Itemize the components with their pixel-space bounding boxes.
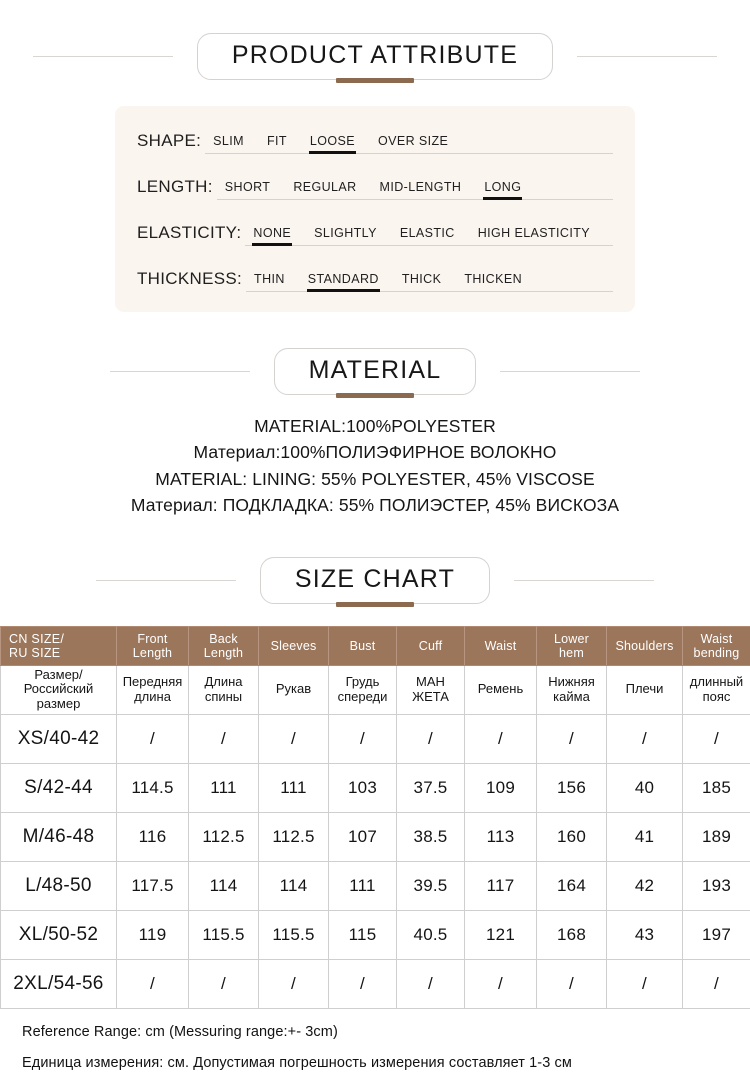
- attribute-row-thickness: [137, 260, 613, 292]
- attribute-panel: [115, 106, 635, 312]
- attribute-option-thin[interactable]: THIN: [246, 272, 293, 288]
- column-header-ru: Передняя длина: [117, 665, 189, 714]
- measurement-cell: /: [683, 959, 750, 1008]
- measurement-cell: 103: [329, 763, 397, 812]
- measurement-cell: 111: [329, 861, 397, 910]
- table-row: [1, 812, 750, 861]
- measurement-cell: /: [397, 714, 465, 763]
- size-label-cell: L/48-50: [1, 861, 117, 910]
- header-rule-right: [577, 56, 717, 57]
- measurement-cell: /: [465, 959, 537, 1008]
- size-chart-title: SIZE CHART: [260, 557, 490, 604]
- attribute-option-mid-length[interactable]: MID-LENGTH: [372, 180, 470, 196]
- reference-range-note-ru: Единица измерения: см. Допустимая погрешность измерения составляет 1-3 см: [22, 1054, 750, 1072]
- measurement-cell: 116: [117, 812, 189, 861]
- measurement-cell: 114: [259, 861, 329, 910]
- attribute-label: ELASTICITY:: [137, 223, 241, 246]
- attribute-option-elastic[interactable]: ELASTIC: [392, 226, 463, 242]
- column-header-ru: Ремень: [465, 665, 537, 714]
- column-header-en: Waist: [465, 626, 537, 665]
- measurement-notes: [0, 1023, 750, 1072]
- measurement-cell: /: [329, 959, 397, 1008]
- size-chart-table: [0, 626, 750, 1009]
- column-header-en: Sleeves: [259, 626, 329, 665]
- measurement-cell: /: [329, 714, 397, 763]
- measurement-cell: 109: [465, 763, 537, 812]
- material-title: MATERIAL: [274, 348, 477, 395]
- header-rule-right: [500, 371, 640, 372]
- table-row: [1, 714, 750, 763]
- column-header-en: CN SIZE/ RU SIZE: [1, 626, 117, 665]
- measurement-cell: 115: [329, 910, 397, 959]
- measurement-cell: 114.5: [117, 763, 189, 812]
- measurement-cell: 115.5: [259, 910, 329, 959]
- measurement-cell: /: [189, 959, 259, 1008]
- attribute-option-fit[interactable]: FIT: [259, 134, 295, 150]
- header-rule-left: [110, 371, 250, 372]
- header-rule-left: [96, 580, 236, 581]
- measurement-cell: /: [537, 959, 607, 1008]
- table-row: [1, 861, 750, 910]
- attribute-option-slightly[interactable]: SLIGHTLY: [306, 226, 385, 242]
- measurement-cell: /: [259, 714, 329, 763]
- column-header-en: Front Length: [117, 626, 189, 665]
- attribute-option-thick[interactable]: THICK: [394, 272, 450, 288]
- size-label-cell: XS/40-42: [1, 714, 117, 763]
- material-line: Материал:100%ПОЛИЭФИРНОЕ ВОЛОКНО: [0, 439, 750, 466]
- header-rule-left: [33, 56, 173, 57]
- measurement-cell: 43: [607, 910, 683, 959]
- measurement-cell: /: [683, 714, 750, 763]
- table-header-row-ru: [1, 665, 750, 714]
- measurement-cell: 117.5: [117, 861, 189, 910]
- measurement-cell: /: [397, 959, 465, 1008]
- title-accent-bar: [336, 393, 414, 398]
- attribute-options: [245, 226, 613, 246]
- reference-range-note-en: Reference Range: cm (Messuring range:+- 3cm): [22, 1023, 750, 1041]
- measurement-cell: 112.5: [259, 812, 329, 861]
- measurement-cell: 197: [683, 910, 750, 959]
- measurement-cell: 121: [465, 910, 537, 959]
- table-row: [1, 959, 750, 1008]
- attribute-options: [246, 272, 613, 292]
- attribute-label: SHAPE:: [137, 131, 201, 154]
- material-text-block: [0, 413, 750, 519]
- table-row: [1, 910, 750, 959]
- column-header-ru: МАН ЖЕТА: [397, 665, 465, 714]
- attribute-option-thicken[interactable]: THICKEN: [456, 272, 530, 288]
- measurement-cell: 42: [607, 861, 683, 910]
- measurement-cell: 38.5: [397, 812, 465, 861]
- attribute-label: LENGTH:: [137, 177, 213, 200]
- attribute-row-shape: [137, 122, 613, 154]
- measurement-cell: 119: [117, 910, 189, 959]
- measurement-cell: /: [117, 714, 189, 763]
- column-header-en: Back Length: [189, 626, 259, 665]
- measurement-cell: /: [465, 714, 537, 763]
- attribute-option-high-elasticity[interactable]: HIGH ELASTICITY: [470, 226, 598, 242]
- measurement-cell: 39.5: [397, 861, 465, 910]
- measurement-cell: 185: [683, 763, 750, 812]
- table-row: [1, 763, 750, 812]
- product-attribute-title: PRODUCT ATTRIBUTE: [197, 33, 553, 80]
- column-header-en: Waist bending: [683, 626, 750, 665]
- attribute-option-none[interactable]: NONE: [245, 226, 299, 242]
- measurement-cell: 160: [537, 812, 607, 861]
- column-header-ru: Рукав: [259, 665, 329, 714]
- title-accent-bar: [336, 78, 414, 83]
- column-header-ru: Длина спины: [189, 665, 259, 714]
- measurement-cell: 168: [537, 910, 607, 959]
- column-header-en: Shoulders: [607, 626, 683, 665]
- measurement-cell: /: [259, 959, 329, 1008]
- measurement-cell: /: [537, 714, 607, 763]
- attribute-options: [205, 134, 613, 154]
- material-line: MATERIAL: LINING: 55% POLYESTER, 45% VISCOSE: [0, 466, 750, 493]
- measurement-cell: 37.5: [397, 763, 465, 812]
- column-header-ru: Размер/ Российский размер: [1, 665, 117, 714]
- measurement-cell: /: [607, 959, 683, 1008]
- title-accent-bar: [336, 602, 414, 607]
- measurement-cell: 112.5: [189, 812, 259, 861]
- material-line: Материал: ПОДКЛАДКА: 55% ПОЛИЭСТЕР, 45% ВИСКОЗА: [0, 492, 750, 519]
- material-line: MATERIAL:100%POLYESTER: [0, 413, 750, 440]
- measurement-cell: 164: [537, 861, 607, 910]
- column-header-en: Bust: [329, 626, 397, 665]
- attribute-option-over-size[interactable]: OVER SIZE: [370, 134, 456, 150]
- measurement-cell: 114: [189, 861, 259, 910]
- measurement-cell: 111: [259, 763, 329, 812]
- column-header-ru: Нижняя кайма: [537, 665, 607, 714]
- measurement-cell: 41: [607, 812, 683, 861]
- attribute-row-length: [137, 168, 613, 200]
- size-chart-table-wrapper: [0, 626, 750, 1009]
- material-title-pill: [274, 348, 477, 395]
- measurement-cell: /: [117, 959, 189, 1008]
- attribute-option-standard[interactable]: STANDARD: [300, 272, 387, 288]
- measurement-cell: /: [607, 714, 683, 763]
- measurement-cell: 107: [329, 812, 397, 861]
- measurement-cell: 40: [607, 763, 683, 812]
- attribute-option-loose[interactable]: LOOSE: [302, 134, 363, 150]
- measurement-cell: 111: [189, 763, 259, 812]
- attribute-option-slim[interactable]: SLIM: [205, 134, 252, 150]
- product-attribute-section-header: [0, 33, 750, 80]
- column-header-ru: длинный пояс: [683, 665, 750, 714]
- measurement-cell: 117: [465, 861, 537, 910]
- measurement-cell: 113: [465, 812, 537, 861]
- measurement-cell: 115.5: [189, 910, 259, 959]
- size-label-cell: S/42-44: [1, 763, 117, 812]
- attribute-options: [217, 180, 613, 200]
- measurement-cell: 193: [683, 861, 750, 910]
- attribute-label: THICKNESS:: [137, 269, 242, 292]
- attribute-option-short[interactable]: SHORT: [217, 180, 279, 196]
- column-header-en: Cuff: [397, 626, 465, 665]
- size-label-cell: M/46-48: [1, 812, 117, 861]
- measurement-cell: 189: [683, 812, 750, 861]
- product-attribute-title-pill: [197, 33, 553, 80]
- column-header-ru: Грудь спереди: [329, 665, 397, 714]
- size-chart-section-header: [0, 557, 750, 604]
- size-label-cell: 2XL/54-56: [1, 959, 117, 1008]
- measurement-cell: 156: [537, 763, 607, 812]
- measurement-cell: 40.5: [397, 910, 465, 959]
- size-chart-title-pill: [260, 557, 490, 604]
- table-header-row-en: [1, 626, 750, 665]
- column-header-ru: Плечи: [607, 665, 683, 714]
- attribute-option-regular[interactable]: REGULAR: [285, 180, 364, 196]
- column-header-en: Lower hem: [537, 626, 607, 665]
- attribute-row-elasticity: [137, 214, 613, 246]
- attribute-option-long[interactable]: LONG: [476, 180, 529, 196]
- header-rule-right: [514, 580, 654, 581]
- size-label-cell: XL/50-52: [1, 910, 117, 959]
- material-section-header: [0, 348, 750, 395]
- measurement-cell: /: [189, 714, 259, 763]
